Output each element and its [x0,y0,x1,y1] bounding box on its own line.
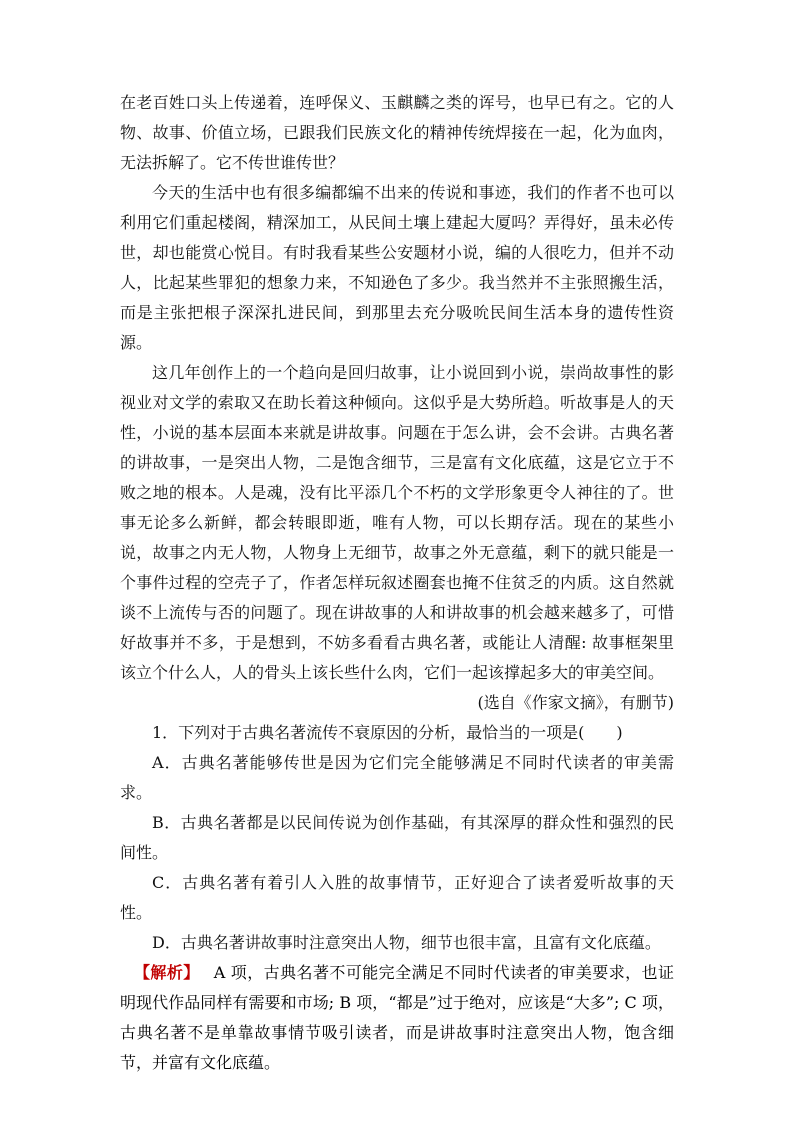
analysis-block [120,958,674,1078]
paragraph-storytelling: 这几年创作上的一个趋向是回归故事，让小说回到小说，崇尚故事性的影视业对文学的索取又在助长着这种倾向。这似乎是大势所趋。听故事是人的天性，小说的基本层面本来就是讲故事。问题在于怎么讲，会不会讲。古典名著的讲故事，一是突出人物，二是饱含细节，三是富有文化底蕴，这是它立于不败之地的根本。人是魂，没有比平添几个不朽的文学形象更令人神往的了。世事无论多么新鲜，都会转眼即逝，唯有人物，可以长期存活。现在的某些小说，故事之内无人物，人物身上无细节，故事之外无意蕴，剩下的就只能是一个事件过程的空壳子了，作者怎样玩叙述圈套也掩不住贫乏的内质。这自然就谈不上流传与否的问题了。现在讲故事的人和讲故事的机会越来越多了，可惜好故事并不多，于是想到，不妨多看看古典名著，或能让人清醒: 故事框架里该立个什么人，人的骨头上该长些什么肉，它们一起该撑起多大的审美空间。 [120,363,674,682]
option-a: A．古典名著能够传世是因为它们完全能够满足不同时代读者的审美需求。 [120,753,674,802]
option-d: D．古典名著讲故事时注意突出人物，细节也很丰富，且富有文化底蕴。 [152,933,661,952]
analysis-text: A 项，古典名著不可能完全满足不同时代读者的审美要求，也证明现代作品同样有需要和市场; B 项，“都是”过于绝对，应该是“大多”; C 项，古典名著不是单靠故事情节吸引读者，而是讲故事时注意突出人物，饱含细节，并富有文化底蕴。 [120,963,674,1072]
option-b: B．古典名著都是以民间传说为创作基础，有其深厚的群众性和强烈的民间性。 [120,813,674,862]
source-citation: (选自《作家文摘》，有删节) [477,693,674,712]
paragraph-continued: 在老百姓口头上传递着，连呼保义、玉麒麟之类的诨号，也早已有之。它的人物、故事、价值立场，已跟我们民族文化的精神传统焊接在一起，化为血肉，无法拆解了。它不传世谁传世？ [120,93,674,172]
paragraph-folk-life: 今天的生活中也有很多编都编不出来的传说和事迹，我们的作者不也可以利用它们重起楼阁，精深加工，从民间土壤上建起大厦吗？弄得好，虽未必传世，却也能赏心悦目。有时我看某些公安题材小说，编的人很吃力，但并不动人，比起某些罪犯的想象力来，不知逊色了多少。我当然并不主张照搬生活，而是主张把根子深深扎进民间，到那里去充分吸吮民间生活本身的遗传性资源。 [120,183,674,352]
question-stem: 1．下列对于古典名著流传不衰原因的分析，最恰当的一项是( ) [152,723,623,742]
document-page [120,88,674,1078]
analysis-tag: 【解析】 [134,963,200,982]
option-c: C．古典名著有着引人入胜的故事情节，正好迎合了读者爱听故事的天性。 [120,873,674,922]
